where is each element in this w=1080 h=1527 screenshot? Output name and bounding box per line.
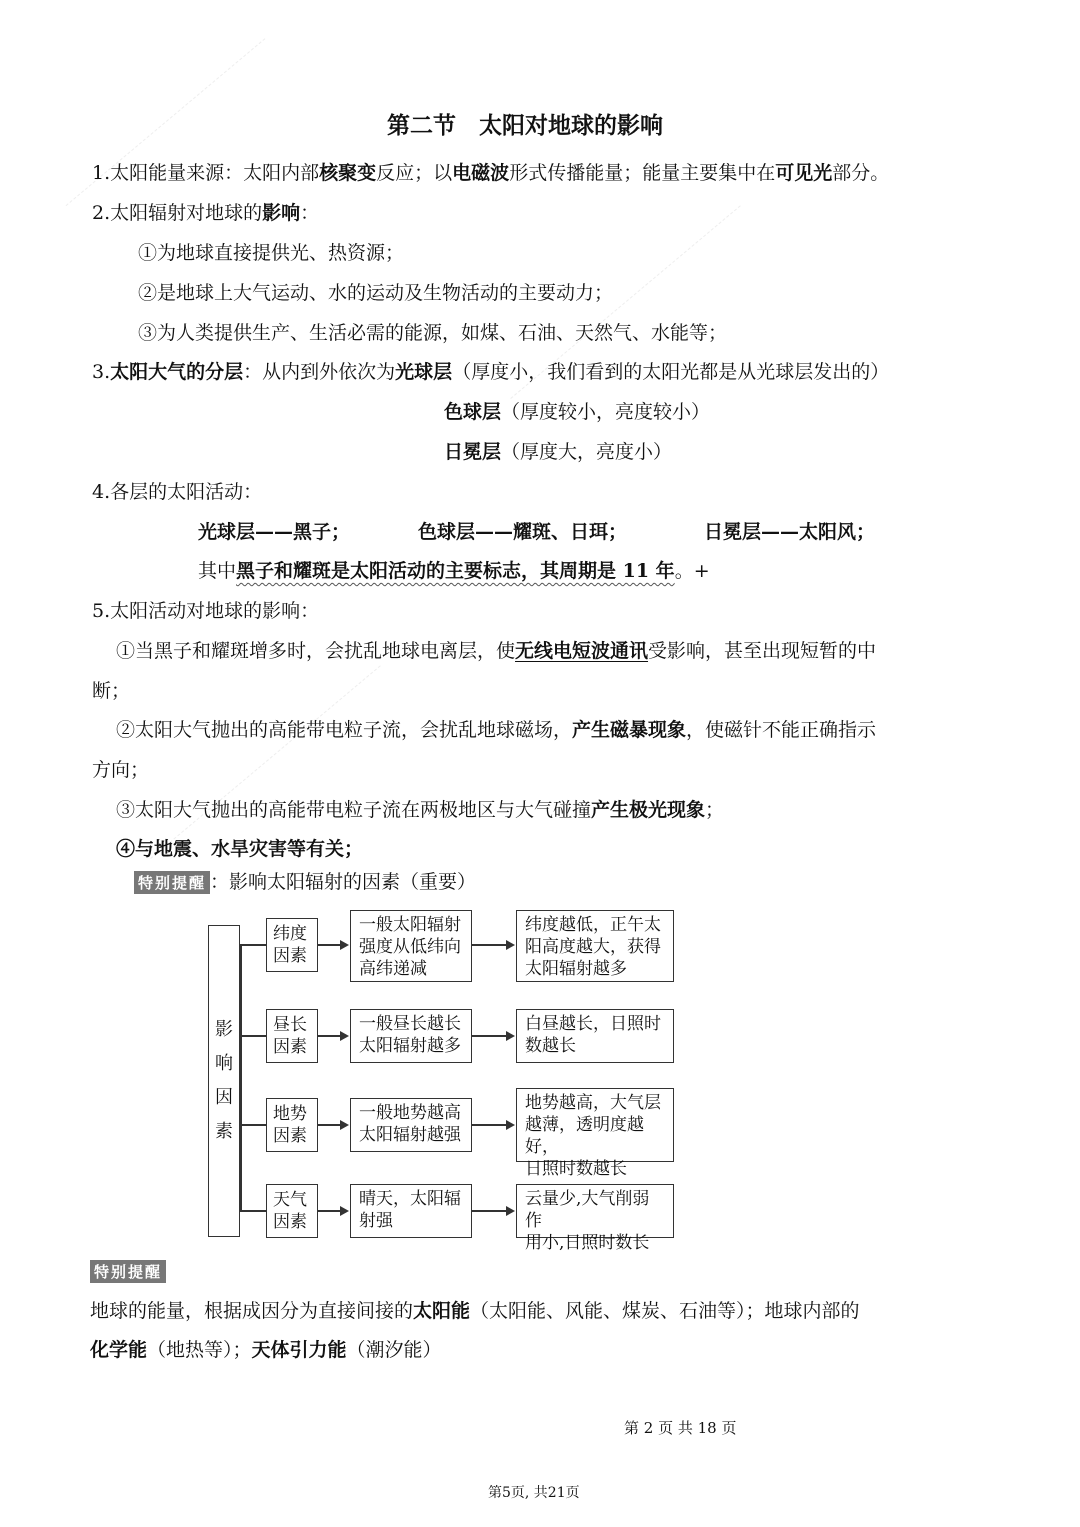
arrow-icon: [340, 1206, 349, 1216]
result-box: 白昼越长，日照时 数越长: [516, 1009, 674, 1063]
arrow-icon: [340, 1031, 349, 1041]
arrow-icon: [506, 940, 515, 950]
tip-badge: 特别提醒: [134, 871, 210, 894]
impact-2-cont: 方向；: [92, 759, 150, 781]
paragraph-3: 3.太阳大气的分层：从内到外依次为光球层（厚度小，我们看到的太阳光都是从光球层发出的）: [92, 361, 890, 383]
list-item: ②是地球上大气运动、水的运动及生物活动的主要动力；: [138, 282, 614, 304]
arrow-line: [472, 1124, 506, 1126]
paragraph-2: 2.太阳辐射对地球的影响：: [92, 202, 320, 224]
impact-1: ①当黑子和耀斑增多时，会扰乱地球电离层，使无线电短波通讯受影响，甚至出现短暂的中: [116, 640, 877, 662]
result-box: 纬度越低，正午太 阳高度越大，获得 太阳辐射越多: [516, 910, 674, 982]
factor-box: 纬度 因素: [266, 918, 318, 972]
tip-2-line-2: 化学能（地热等）；天体引力能（潮汐能）: [90, 1339, 442, 1361]
arrow-icon: [506, 1120, 515, 1130]
rule-box: 晴天，太阳辐 射强: [350, 1184, 472, 1238]
impact-1-cont: 断；: [92, 680, 131, 702]
arrow-line: [318, 1124, 340, 1126]
activity-corona: 日冕层——太阳风；: [704, 521, 876, 543]
impact-2: ②太阳大气抛出的高能带电粒子流，会扰乱地球磁场，产生磁暴现象，使磁针不能正确指示: [116, 719, 877, 741]
paragraph-4: 4.各层的太阳活动：: [92, 481, 263, 503]
connector: [240, 945, 242, 1210]
rule-box: 一般地势越高 太阳辐射越强: [350, 1098, 472, 1152]
tip-2-badge-row: [90, 1260, 166, 1283]
paragraph-1: 1.太阳能量来源：太阳内部核聚变反应；以电磁波形式传播能量；能量主要集中在可见光部分。: [92, 162, 890, 184]
arrow-line: [318, 944, 340, 946]
list-item: ①为地球直接提供光、热资源；: [138, 242, 405, 264]
activity-photosphere: 光球层——黑子；: [198, 521, 351, 543]
impact-3: ③太阳大气抛出的高能带电粒子流在两极地区与大气碰撞产生极光现象；: [116, 799, 725, 821]
watermark: [66, 38, 275, 217]
arrow-line: [472, 1210, 506, 1212]
arrow-line: [318, 1210, 340, 1212]
arrow-icon: [506, 1206, 515, 1216]
page-number: 第 2 页 共 18 页: [624, 1419, 737, 1437]
factor-box: 地势 因素: [266, 1098, 318, 1152]
rule-box: 一般太阳辐射 强度从低纬向 高纬递减: [350, 910, 472, 982]
factor-box: 昼长 因素: [266, 1009, 318, 1063]
tip-badge: 特别提醒: [90, 1260, 166, 1283]
layer-chromosphere: 色球层（厚度较小，亮度较小）: [444, 401, 711, 423]
connector: [240, 1124, 266, 1126]
paragraph-5: 5.太阳活动对地球的影响：: [92, 600, 320, 622]
arrow-icon: [340, 940, 349, 950]
tip-2-line-1: 地球的能量，根据成因分为直接间接的太阳能（太阳能、风能、煤炭、石油等）；地球内部的: [90, 1300, 860, 1322]
page-number-total: 第5页, 共21页: [488, 1485, 580, 1501]
activity-chromosphere: 色球层——耀斑、日珥；: [418, 521, 628, 543]
arrow-line: [318, 1035, 340, 1037]
page-title: 第二节 太阳对地球的影响: [387, 112, 663, 139]
diagram-root: 影 响 因 素: [208, 925, 240, 1237]
result-box: 云量少,大气削弱作 用小,日照时数长: [516, 1184, 674, 1238]
tip-1: 特别提醒 ：影响太阳辐射的因素（重要）: [134, 867, 476, 894]
activity-note: 其中黑子和耀斑是太阳活动的主要标志，其周期是 11 年。+: [198, 560, 710, 582]
connector: [240, 944, 266, 946]
connector: [240, 1035, 266, 1037]
factor-box: 天气 因素: [266, 1184, 318, 1238]
arrow-icon: [340, 1120, 349, 1130]
rule-box: 一般昼长越长 太阳辐射越多: [350, 1009, 472, 1063]
connector: [240, 1210, 266, 1212]
impact-4: ④与地震、水旱灾害等有关；: [116, 838, 364, 860]
arrow-line: [472, 1035, 506, 1037]
arrow-line: [472, 944, 506, 946]
result-box: 地势越高，大气层 越薄，透明度越好， 日照时数越长: [516, 1088, 674, 1162]
arrow-icon: [506, 1031, 515, 1041]
list-item: ③为人类提供生产、生活必需的能源，如煤、石油、天然气、水能等；: [138, 322, 728, 344]
layer-corona: 日冕层（厚度大，亮度小）: [444, 441, 673, 463]
